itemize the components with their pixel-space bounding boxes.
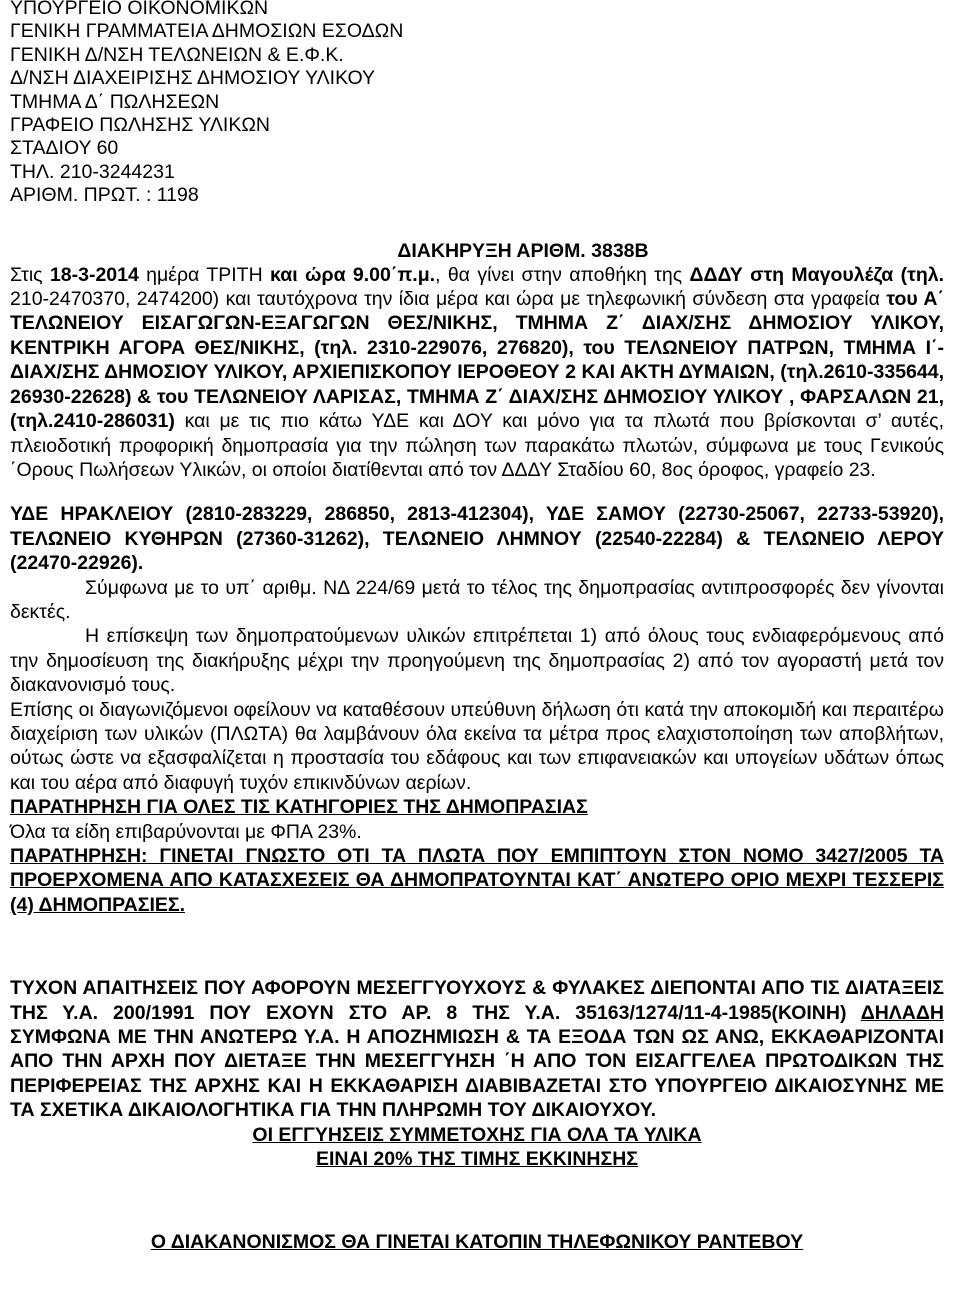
footer-note: Ο ΔΙΑΚΑΝΟΝΙΣΜΟΣ ΘΑ ΓΙΝΕΤΑΙ ΚΑΤΟΠΙΝ ΤΗΛΕΦΩΝΙΚΟΥ ΡΑΝΤΕΒΟΥ bbox=[150, 1231, 804, 1254]
guarantee-line-1: ΟΙ ΕΓΓΥΗΣΕΙΣ ΣΥΜΜΕΤΟΧΗΣ ΓΙΑ ΟΛΑ ΤΑ ΥΛΙΚΑ bbox=[252, 1123, 702, 1146]
visit-paragraph: Η επίσκεψη των δημοπρατούμενων υλικών επιτρέπεται 1) από όλους τους ενδιαφερόμενους από την δημοσίευση της διακήρυξης μέχρι την προηγούμενη της δημοπρασίας 2) από τον αγοραστή μετά τον διακανονισμό τους. bbox=[10, 625, 944, 697]
header-line: ΓΕΝΙΚΗ ΓΡΑΜΜΑΤΕΙΑ ΔΗΜΟΣΙΩΝ ΕΣΟΔΩΝ bbox=[10, 20, 404, 43]
custody-emphasis: ΔΗΛΑΔΗ bbox=[860, 1001, 944, 1024]
header-line: ΣΤΑΔΙΟΥ 60 bbox=[10, 137, 119, 160]
document-title: ΔΙΑΚΗΡΥΞΗ ΑΡΙΘΜ. 3838Β bbox=[397, 239, 649, 262]
guarantee-line-2: ΕΙΝΑΙ 20% ΤΗΣ ΤΙΜΗΣ ΕΚΚΙΝΗΣΗΣ bbox=[316, 1148, 638, 1171]
header-line: ΓΡΑΦΕΙΟ ΠΩΛΗΣΗΣ ΥΛΙΚΩΝ bbox=[10, 114, 271, 137]
intro-paragraph bbox=[10, 263, 944, 483]
intro-text: , θα γίνει στην αποθήκη της bbox=[435, 263, 690, 286]
intro-text: ημέρα bbox=[138, 263, 207, 286]
document-page bbox=[10, 0, 944, 1255]
ports-list: ΥΔΕ ΗΡΑΚΛΕΙΟΥ (2810-283229, 286850, 2813-412304), ΥΔΕ ΣΑΜΟΥ (22730-25067, 22733-53920), ΤΕΛΩΝΕΙΟ ΚΥΘΗΡΩΝ (27360-31262), ΤΕΛΩΝΕΙΟ ΛΗΜΝΟΥ (22540-22284) & ΤΕΛΩΝΕΙΟ ΛΕΡΟΥ (22470-22926). bbox=[10, 503, 944, 575]
header-line: ΓΕΝΙΚΗ Δ/ΝΣΗ ΤΕΛΩΝΕΙΩΝ & Ε.Φ.Κ. bbox=[10, 43, 344, 66]
header-line: ΥΠΟΥΡΓΕΙΟ ΟΙΚΟΝΟΜΙΚΩΝ bbox=[10, 0, 269, 19]
letterhead bbox=[10, 0, 944, 208]
header-line: ΤΗΛ. 210-3244231 bbox=[10, 160, 175, 183]
auction-date: 18-3-2014 bbox=[49, 263, 139, 286]
intro-text: 210-2470370, 2474200) και ταυτόχρονα την ίδια μέρα και ώρα με τηλεφωνική σύνδεση στα γραφεία bbox=[10, 288, 887, 311]
custody-text: ΣΥΜΦΩΝΑ ΜΕ ΤΗΝ ΑΝΩΤΕΡΩ Υ.Α. Η ΑΠΟΖΗΜΙΩΣΗ & ΤΑ ΕΞΟΔΑ ΤΩΝ ΩΣ ΑΝΩ, ΕΚΚΑΘΑΡΙΖΟΝΤΑΙ ΑΠΟ ΤΗΝ ΑΡΧΗ ΠΟΥ ΔΙΕΤΑΞΕ ΤΗΝ ΜΕΣΕΓΓΥΗΣΗ ΄Η ΑΠΟ ΤΟΝ ΕΙΣΑΓΓΕΛΕΑ ΠΡΩΤΟΔΙΚΩΝ ΤΗΣ ΠΕΡΙΦΕΡΕΙΑΣ ΤΗΣ ΑΡΧΗΣ ΚΑΙ Η ΕΚΚΑΘΑΡΙΣΗ ΔΙΑΒΙΒΑΖΕΤΑΙ ΣΤΟ ΥΠΟΥΡΓΕΙΟ ΔΙΚΑΙΟΣΥΝΗΣ ΜΕ ΤΑ ΣΧΕΤΙΚΑ ΔΙΚΑΙΟΛΟΓΗΤΙΚΑ ΓΙΑ ΤΗΝ ΠΛΗΡΩΜΗ ΤΟΥ ΔΙΚΑΙΟΥΧΟΥ. bbox=[10, 1026, 944, 1122]
custody-paragraph bbox=[10, 976, 944, 1122]
custody-text: ΤΥΧΟΝ ΑΠΑΙΤΗΣΕΙΣ ΠΟΥ ΑΦΟΡΟΥΝ ΜΕΣΕΓΓΥΟΥΧΟΥΣ & ΦΥΛΑΚΕΣ ΔΙΕΠΟΝΤΑΙ ΑΠΟ ΤΙΣ ΔΙΑΤΑΞΕΙΣ ΤΗΣ Υ.Α. 200/1991 ΠΟΥ ΕΧΟΥΝ ΣΤΟ ΑΡ. 8 ΤΗΣ Υ.Α. 35163/1274/11-4-1985(ΚΟΙΝΗ) bbox=[10, 977, 944, 1024]
warehouse-location: ΔΔΔΥ στη Μαγουλέζα (τηλ. bbox=[689, 263, 944, 286]
vat-note: Όλα τα είδη επιβαρύνονται με ΦΠΑ 23%. bbox=[10, 820, 362, 843]
intro-text: και με τις πιο κάτω ΥΔΕ και ΔΟΥ και μόνο για τα πλωτά που βρίσκονται σ’ αυτές, πλειοδοτική προφορική δημοπρασία για την πώληση των παρακάτω πλωτών, σύμφωνα με τους Γενικούς ΄Ορους Πωλήσεων Υλικών, οι οποίοι διατίθενται από τον ΔΔΔΥ Σταδίου 60, 8ος όροφος, γραφείο 23. bbox=[10, 410, 944, 481]
intro-text: Στις bbox=[10, 263, 50, 286]
auction-day: ΤΡΙΤΗ bbox=[206, 263, 263, 286]
note-ships: ΠΑΡΑΤΗΡΗΣΗ: ΓΙΝΕΤΑΙ ΓΝΩΣΤΟ ΟΤΙ ΤΑ ΠΛΩΤΑ ΠΟΥ ΕΜΠΙΠΤΟΥΝ ΣΤΟΝ ΝΟΜΟ 3427/2005 ΤΑ ΠΡΟΕΡΧΟΜΕΝΑ ΑΠΟ ΚΑΤΑΣΧΕΣΕΙΣ ΘΑ ΔΗΜΟΠΡΑΤΟΥΝΤΑΙ ΚΑΤ΄ ΑΝΩΤΕΡΟ ΟΡΙΟ ΜΕΧΡΙ ΤΕΣΣΕΡΙΣ (4) ΔΗΜΟΠΡΑΣΙΕΣ. bbox=[10, 845, 944, 916]
header-line: ΑΡΙΘΜ. ΠΡΩΤ. : 1198 bbox=[10, 184, 199, 207]
note-all-categories: ΠΑΡΑΤΗΡΗΣΗ ΓΙΑ ΟΛΕΣ ΤΙΣ ΚΑΤΗΓΟΡΙΕΣ ΤΗΣ ΔΗΜΟΠΡΑΣΙΑΣ bbox=[10, 796, 588, 819]
customs-offices: του Α΄ ΤΕΛΩΝΕΙΟΥ ΕΙΣΑΓΩΓΩΝ-ΕΞΑΓΩΓΩΝ ΘΕΣ/ΝΙΚΗΣ, ΤΜΗΜΑ Ζ΄ ΔΙΑΧ/ΣΗΣ ΔΗΜΟΣΙΟΥ ΥΛΙΚΟΥ, ΚΕΝΤΡΙΚΗ ΑΓΟΡΑ ΘΕΣ/ΝΙΚΗΣ, (τηλ. 2310-229076, 276820), του ΤΕΛΩΝΕΙΟΥ ΠΑΤΡΩΝ, ΤΜΗΜΑ Ι΄-ΔΙΑΧ/ΣΗΣ ΔΗΜΟΣΙΟΥ ΥΛΙΚΟΥ, ΑΡΧΙΕΠΙΣΚΟΠΟΥ ΙΕΡΟΘΕΟΥ 2 ΚΑΙ ΑΚΤΗ ΔΥΜΑΙΩΝ, (τηλ.2610-335644, 26930-22628) & του ΤΕΛΩΝΕΙΟΥ ΛΑΡΙΣΑΣ, ΤΜΗΜΑ Ζ΄ ΔΙΑΧ/ΣΗΣ ΔΗΜΟΣΙΟΥ ΥΛΙΚΟΥ , ΦΑΡΣΑΛΩΝ 21, (τηλ.2410-286031) bbox=[10, 288, 944, 433]
header-line: ΤΜΗΜΑ Δ΄ ΠΩΛΗΣΕΩΝ bbox=[10, 90, 220, 113]
bidders-paragraph: Επίσης οι διαγωνιζόμενοι οφείλουν να καταθέσουν υπεύθυνη δήλωση ότι κατά την αποκομιδή και περαιτέρω διαχείριση των υλικών (ΠΛΩΤΑ) θα λαμβάνουν όλα εκείνα τα μέτρα προς ελαχιστοποίηση των αποβλήτων, ούτως ώστε να εξασφαλίζεται η προστασία του εδάφους και των επιφανειακών και υπογείων υδάτων όπως και του αέρα από διαφυγή τυχόν επικινδύνων αερίων. bbox=[10, 698, 944, 794]
auction-time: και ώρα 9.00΄π.μ. bbox=[262, 263, 436, 286]
header-line: Δ/ΝΣΗ ΔΙΑΧΕΙΡΙΣΗΣ ΔΗΜΟΣΙΟΥ ΥΛΙΚΟΥ bbox=[10, 67, 376, 90]
fees-paragraph: Σύμφωνα με το υπ΄ αριθμ. ΝΔ 224/69 μετά το τέλος της δημοπρασίας αντιπροσφορές δεν γίνονται δεκτές. bbox=[10, 576, 944, 623]
